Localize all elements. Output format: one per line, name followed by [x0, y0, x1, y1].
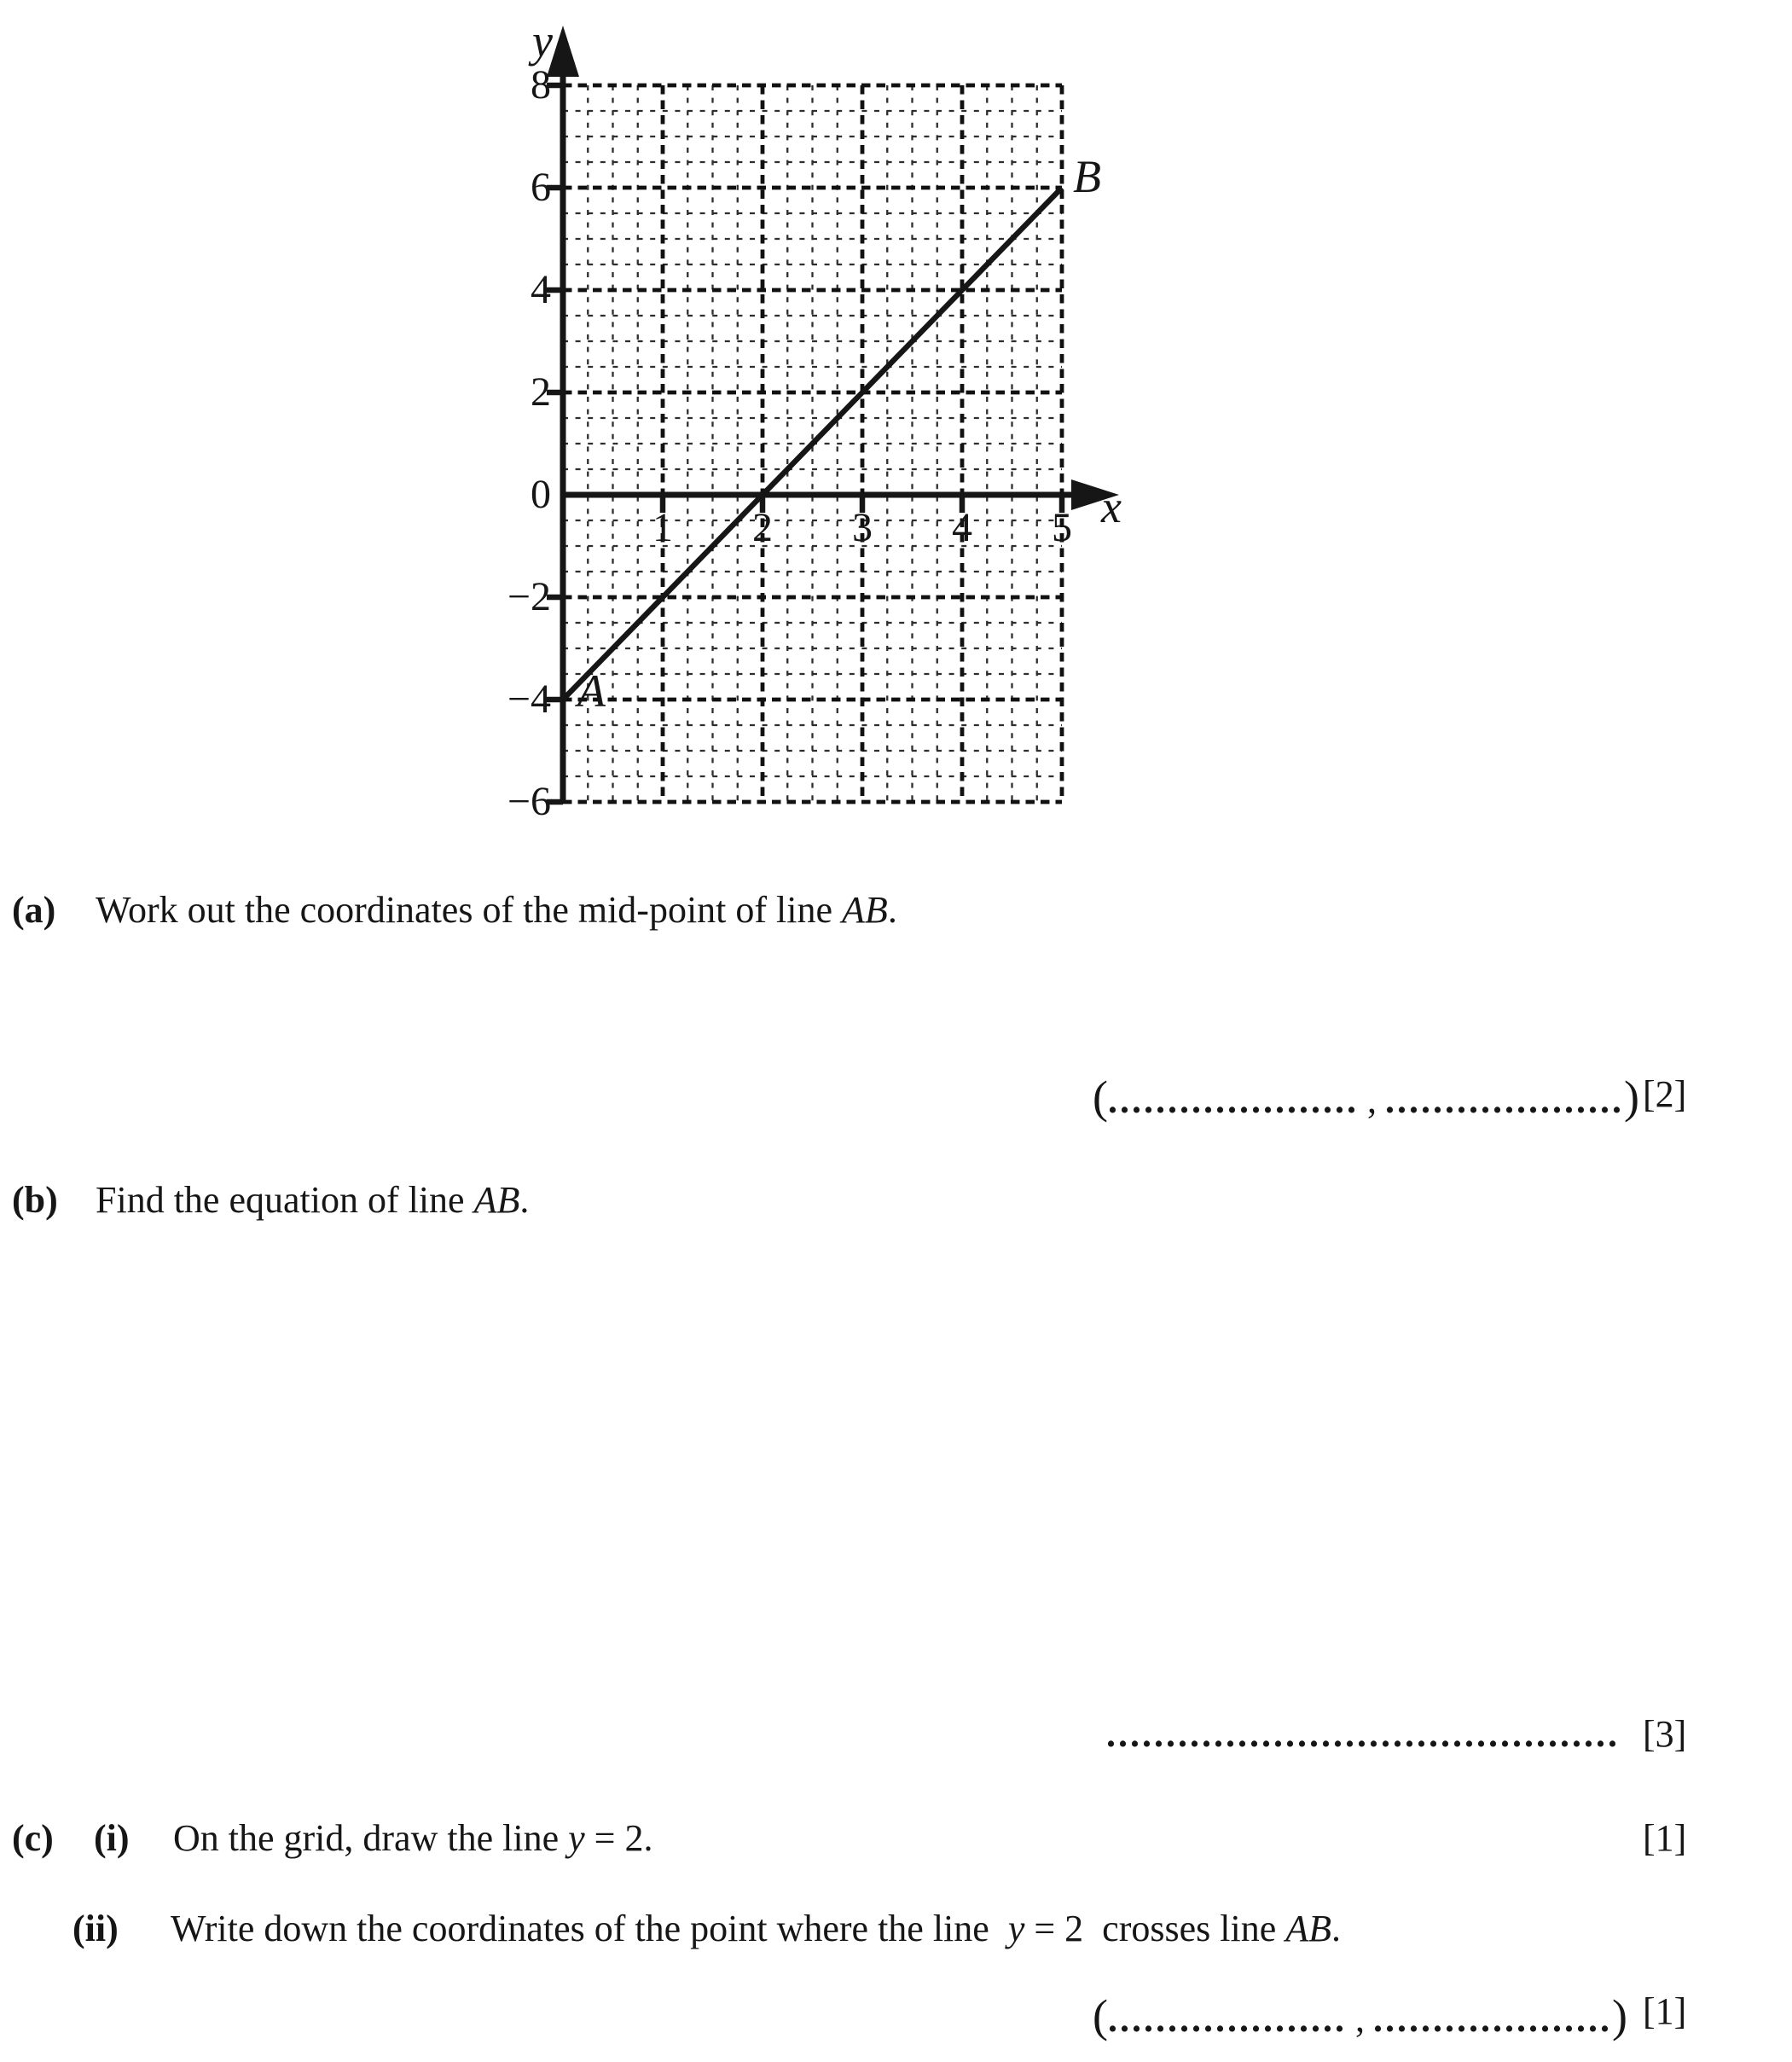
text-part: y: [1007, 1908, 1025, 1949]
text-part: AB: [1285, 1908, 1331, 1949]
x-tick-label: 2: [752, 505, 773, 550]
text-part: Write down the coordinates of the point where the line: [171, 1908, 1008, 1949]
x-tick-label: 4: [952, 505, 972, 550]
y-tick-label: −6: [507, 779, 551, 824]
y-tick-label: −2: [507, 574, 551, 619]
point-label-B: B: [1073, 151, 1101, 202]
mark-b: [3]: [1643, 1713, 1687, 1755]
answer-blank-a[interactable]: [1093, 1072, 1639, 1123]
question-cii-number: (ii): [72, 1908, 119, 1949]
text-part: = 2 crosses line: [1024, 1908, 1286, 1949]
answer-cii-dots-y[interactable]: ....................: [1372, 1998, 1612, 2040]
answer-a-dots-x[interactable]: .....................: [1107, 1079, 1359, 1121]
axes: [563, 53, 1076, 802]
y-tick-label: 6: [531, 165, 551, 210]
x-tick-label: 3: [852, 505, 873, 550]
text-part: .: [1331, 1908, 1341, 1949]
text-part: y: [568, 1817, 585, 1859]
y-axis-label: y: [532, 15, 553, 67]
y-tick-label: −4: [507, 677, 551, 722]
answer-a-close-paren: ): [1623, 1072, 1639, 1123]
answer-cii-dots-x[interactable]: ....................: [1107, 1998, 1347, 2040]
answer-cii-open-paren: (: [1093, 1990, 1108, 2042]
x-tick-label: 1: [652, 505, 673, 550]
mark-ci: [1]: [1643, 1817, 1687, 1859]
mark-a: [2]: [1643, 1073, 1687, 1115]
text-part: Work out the coordinates of the mid-point of line: [96, 889, 843, 931]
text-part: = 2.: [584, 1817, 653, 1859]
y-tick-label: 4: [531, 267, 551, 312]
question-a-number: (a): [12, 889, 56, 931]
y-tick-label: 2: [531, 369, 551, 415]
point-label-A: A: [577, 665, 606, 717]
question-ci-text: [173, 1817, 653, 1859]
text-part: AB: [842, 889, 888, 931]
answer-a-comma: ,: [1366, 1079, 1377, 1121]
x-axis-label: x: [1101, 481, 1122, 532]
question-b-number: (b): [12, 1179, 58, 1221]
question-a-text: [96, 889, 897, 931]
answer-blank-cii[interactable]: [1093, 1990, 1627, 2042]
answer-cii-close-paren: ): [1611, 1990, 1627, 2042]
answer-a-dots-y[interactable]: ....................: [1384, 1079, 1624, 1121]
text-part: Find the equation of line: [96, 1179, 474, 1221]
question-c-number: (c): [12, 1817, 54, 1859]
answer-a-open-paren: (: [1093, 1072, 1108, 1123]
question-b-text: [96, 1179, 530, 1221]
text-part: AB: [473, 1179, 520, 1221]
text-part: .: [887, 889, 897, 931]
answer-blank-b[interactable]: [1106, 1713, 1620, 1755]
x-tick-label: 5: [1052, 505, 1072, 550]
mark-cii: [1]: [1643, 1990, 1687, 2032]
y-tick-label: 8: [531, 62, 551, 107]
y-tick-label: 0: [531, 472, 551, 517]
answer-cii-comma: ,: [1354, 1998, 1365, 2040]
question-cii-text: [171, 1910, 1341, 1948]
question-ci-number: (i): [94, 1817, 130, 1859]
answer-b-dots[interactable]: ...........................................: [1106, 1713, 1620, 1755]
text-part: On the grid, draw the line: [173, 1817, 569, 1859]
coordinate-grid-figure[interactable]: [0, 0, 1194, 836]
text-part: .: [519, 1179, 530, 1221]
